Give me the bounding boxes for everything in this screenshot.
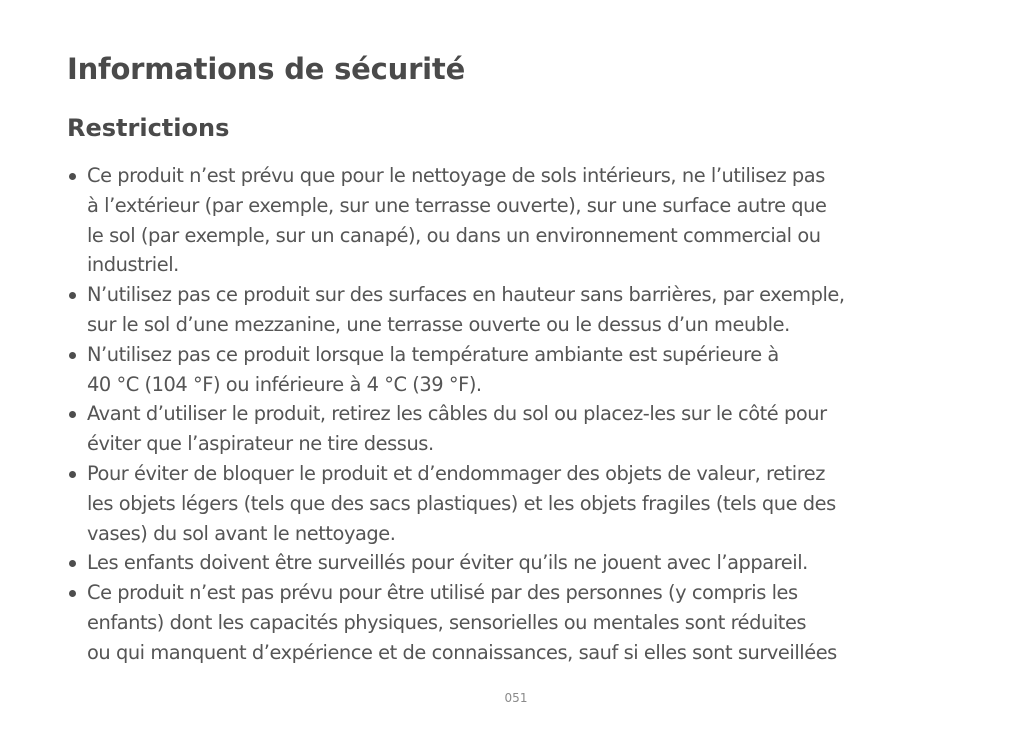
list-item-line: vases) du sol avant le nettoyage.	[87, 521, 396, 545]
list-item-line: enfants) dont les capacités physiques, sensorielles ou mentales sont réduites	[87, 610, 807, 634]
list-item-line: Les enfants doivent être surveillés pour éviter qu’ils ne jouent avec l’appareil.	[87, 551, 808, 575]
list-item-line: N’utilisez pas ce produit lorsque la température ambiante est supérieure à	[87, 342, 779, 366]
list-item-line: Ce produit n’est pas prévu pour être utilisé par des personnes (y compris les	[87, 581, 798, 605]
list-item	[67, 578, 977, 667]
section-heading: Restrictions	[67, 114, 230, 142]
list-item	[67, 548, 977, 578]
restrictions-list	[67, 161, 977, 668]
bullet-dot-icon	[69, 411, 76, 418]
bullet-dot-icon	[69, 292, 76, 299]
bullet-dot-icon	[69, 590, 76, 597]
list-item-line: sur le sol d’une mezzanine, une terrasse ouverte ou le dessus d’un meuble.	[87, 312, 790, 336]
list-item	[67, 459, 977, 548]
list-item-line: Ce produit n’est prévu que pour le nettoyage de sols intérieurs, ne l’utilisez pas	[87, 164, 825, 187]
bullet-dot-icon	[69, 560, 76, 567]
list-item	[67, 280, 977, 340]
list-item	[67, 340, 977, 400]
list-item-line: éviter que l’aspirateur ne tire dessus.	[87, 432, 434, 456]
page-number: 051	[504, 691, 528, 705]
list-item	[67, 399, 977, 459]
page-title: Informations de sécurité	[67, 52, 466, 86]
list-item-line: N’utilisez pas ce produit sur des surfaces en hauteur sans barrières, par exemple,	[87, 283, 845, 307]
list-item-line: Pour éviter de bloquer le produit et d’endommager des objets de valeur, retirez	[87, 461, 826, 485]
bullet-dot-icon	[69, 352, 76, 359]
list-item	[67, 161, 977, 280]
list-item-line: les objets légers (tels que des sacs plastiques) et les objets fragiles (tels que des	[87, 491, 836, 515]
bullet-dot-icon	[69, 471, 76, 478]
list-item-line: industriel.	[87, 253, 179, 277]
list-item-line: Avant d’utiliser le produit, retirez les câbles du sol ou placez-les sur le côté pour	[87, 402, 827, 426]
list-item-line: ou qui manquent d’expérience et de connaissances, sauf si elles sont surveillées	[87, 640, 837, 664]
list-item-line: à l’extérieur (par exemple, sur une terrasse ouverte), sur une surface autre que	[87, 193, 827, 217]
list-item-line: 40 °C (104 °F) ou inférieure à 4 °C (39 °F).	[87, 372, 482, 396]
bullet-dot-icon	[69, 173, 76, 180]
list-item-line: le sol (par exemple, sur un canapé), ou dans un environnement commercial ou	[87, 223, 821, 247]
